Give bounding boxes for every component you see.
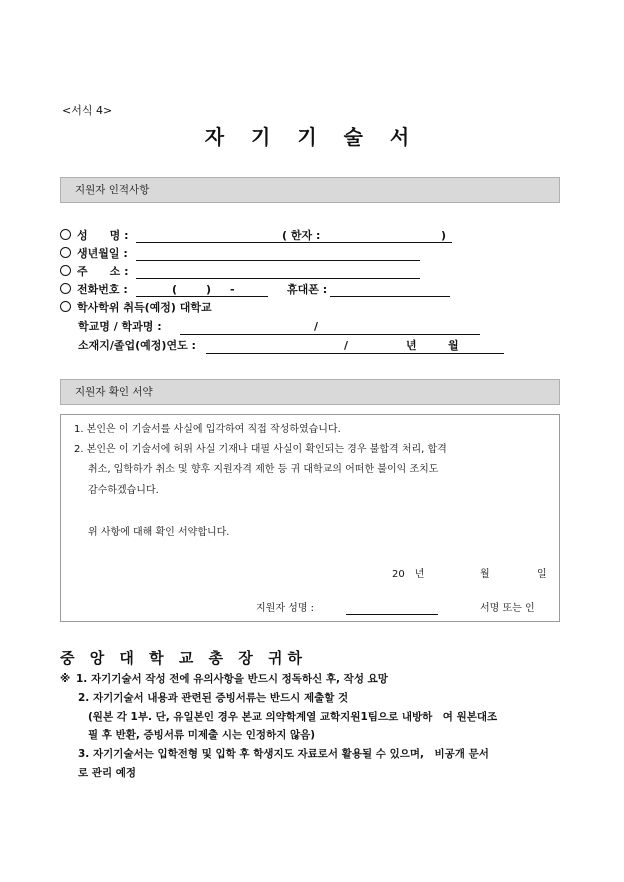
location-field[interactable] bbox=[206, 353, 504, 354]
hanja-label: ( 한자 : bbox=[282, 229, 321, 242]
address-field[interactable] bbox=[136, 278, 420, 279]
signature-label: 지원자 성명 : bbox=[256, 603, 315, 614]
bullet-circle-icon bbox=[60, 247, 71, 258]
date-month: 월 bbox=[480, 569, 490, 580]
note-2-detail-2: 필 후 반환, 증빙서류 미제출 시는 인정하지 않음) bbox=[88, 729, 316, 741]
name-label: 성 명 : bbox=[77, 229, 129, 242]
school-field[interactable] bbox=[180, 334, 480, 335]
degree-label: 학사학위 취득(예정) 대학교 bbox=[77, 301, 212, 314]
hanja-close: ) bbox=[441, 229, 447, 242]
bullet-circle-icon bbox=[60, 283, 71, 294]
school-label: 학교명 / 학과명 : bbox=[78, 320, 162, 333]
signature-suffix: 서명 또는 인 bbox=[480, 603, 535, 614]
note-1: 1. 자기기술서 작성 전에 유의사항을 반드시 정독하신 후, 작성 요망 bbox=[76, 673, 388, 685]
birth-field[interactable] bbox=[136, 260, 420, 261]
year-unit: 년 bbox=[406, 339, 417, 352]
bullet-circle-icon bbox=[60, 265, 71, 276]
pledge-confirm: 위 사항에 대해 확인 서약합니다. bbox=[88, 527, 230, 538]
name-row bbox=[60, 228, 128, 244]
phone-dash: - bbox=[230, 283, 235, 296]
addressee: 중 앙 대 학 교 총 장 귀하 bbox=[60, 649, 307, 667]
school-slash: / bbox=[314, 320, 319, 333]
note-2: 2. 자기기술서 내용과 관련된 증빙서류는 반드시 제출할 것 bbox=[78, 692, 349, 704]
month-unit: 월 bbox=[448, 339, 459, 352]
degree-row bbox=[60, 300, 212, 316]
location-label: 소재지/졸업(예정)연도 : bbox=[78, 339, 196, 352]
date-day: 일 bbox=[537, 569, 547, 580]
pledge-item-2-line-1: 2. 본인은 이 기술서에 허위 사실 기재나 대필 사실이 확인되는 경우 불합격 처리, 합격 bbox=[74, 444, 447, 455]
location-slash: / bbox=[344, 339, 349, 352]
phone-field[interactable] bbox=[136, 296, 268, 297]
pledge-item-2-line-3: 감수하겠습니다. bbox=[88, 485, 159, 496]
form-number: <서식 4> bbox=[62, 104, 113, 117]
birth-label: 생년월일 : bbox=[77, 247, 128, 260]
note-3-line-1: 3. 자기기술서는 입학전형 및 입학 후 학생지도 자료로서 활용될 수 있으며, 비공개 문서 bbox=[78, 748, 489, 760]
note-2-detail-1: (원본 각 1부. 단, 유일본인 경우 본교 의약학계열 교학지원1팀으로 내방하 여 원본대조 bbox=[88, 711, 498, 723]
address-label: 주 소 : bbox=[77, 265, 129, 278]
bullet-circle-icon bbox=[60, 301, 71, 312]
bullet-circle-icon bbox=[60, 229, 71, 240]
phone-label: 전화번호 : bbox=[77, 283, 128, 296]
address-row bbox=[60, 264, 128, 280]
note-mark: ※ bbox=[60, 673, 71, 685]
phone-row bbox=[60, 282, 128, 298]
pledge-section-header: 지원자 확인 서약 bbox=[60, 379, 560, 405]
mobile-label: 휴대폰 : bbox=[287, 283, 328, 296]
mobile-field[interactable] bbox=[330, 296, 450, 297]
note-3-line-2: 로 관리 예정 bbox=[78, 767, 137, 779]
document-title: 자 기 기 술 서 bbox=[204, 125, 420, 149]
applicant-info-section-header: 지원자 인적사항 bbox=[60, 177, 560, 203]
pledge-item-1: 1. 본인은 이 기술서를 사실에 입각하여 직접 작성하였습니다. bbox=[74, 424, 341, 435]
date-year: 20 년 bbox=[392, 569, 425, 580]
birth-row bbox=[60, 246, 128, 262]
signature-field[interactable] bbox=[346, 614, 438, 615]
phone-paren-close: ) bbox=[206, 283, 212, 296]
phone-paren-open: ( bbox=[172, 283, 178, 296]
pledge-item-2-line-2: 취소, 입학하가 취소 및 향후 지원자격 제한 등 귀 대학교의 어떠한 불이익 조치도 bbox=[88, 464, 439, 475]
